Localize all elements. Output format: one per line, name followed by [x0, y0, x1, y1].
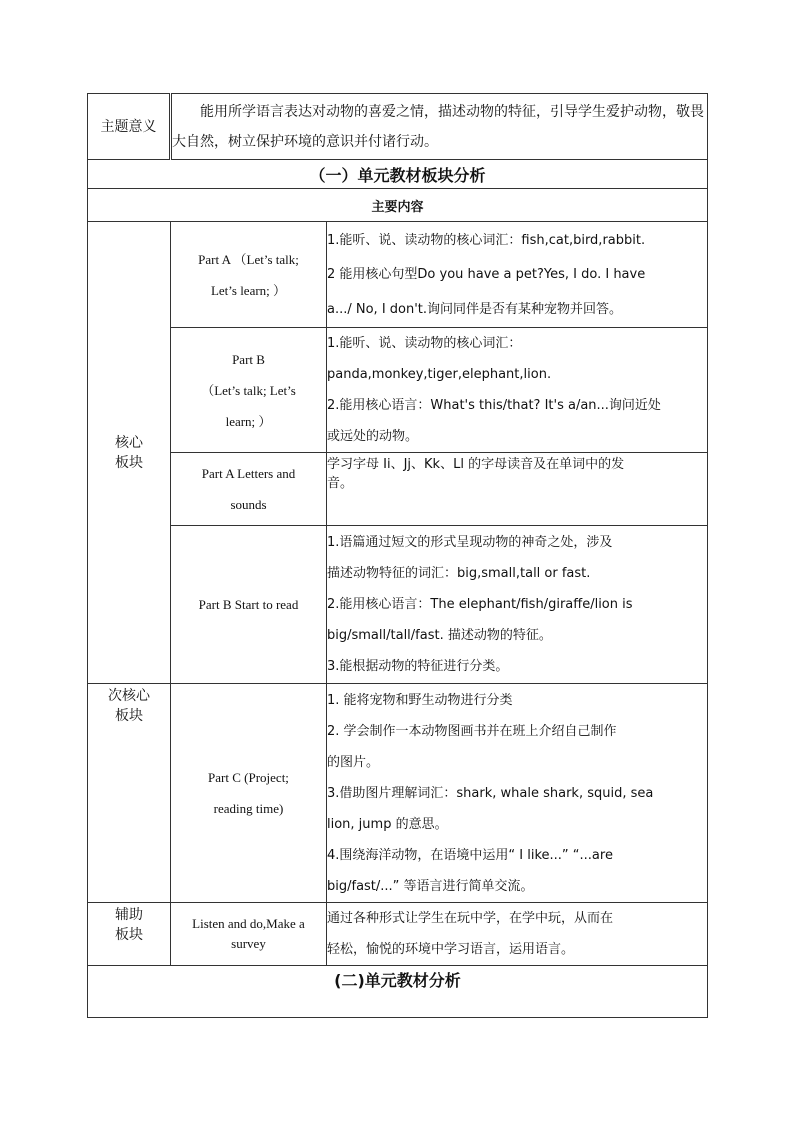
theme-row [88, 94, 708, 160]
content-line: 2 能用核心句型Do you have a pet?Yes, I do. I have [327, 266, 646, 282]
content-line: 1. 能将宠物和野生动物进行分类 [327, 692, 513, 708]
core-label [88, 222, 171, 684]
content-line: 描述动物特征的词汇：big,small,tall or fast. [327, 566, 591, 581]
part-a-content [327, 222, 708, 328]
start-to-read-content [327, 526, 708, 684]
core-label-line1: 核心 [115, 434, 143, 451]
content-line: 1.能听、说、读动物的核心词汇：fish,cat,bird,rabbit. [327, 232, 646, 248]
theme-text: 能用所学语言表达对动物的喜爱之情，描述动物的特征，引导学生爱护动物，敬畏大自然，树立保护环境的意识并付诸行动。 [171, 94, 708, 160]
core-row-3 [88, 453, 708, 526]
section2-row [88, 966, 708, 1018]
part-a-talk-learn [171, 222, 327, 328]
part-b-start-to-read [171, 526, 327, 684]
part-label-line: learn; ） [225, 413, 272, 429]
core-row-4 [88, 526, 708, 684]
auxiliary-row [88, 903, 708, 966]
content-line: 3.借助图片理解词汇：shark, whale shark, squid, sea [327, 785, 654, 801]
auxiliary-label [88, 903, 171, 966]
auxiliary-label-line1: 辅助 [115, 907, 143, 923]
part-label-line: Part A Letters and [201, 466, 296, 481]
content-line: 音。 [327, 476, 354, 491]
part-c-content [327, 684, 708, 903]
part-a-letters-sounds [171, 453, 327, 526]
content-line: panda,monkey,tiger,elephant,lion. [327, 367, 552, 382]
secondary-label [88, 684, 171, 903]
theme-label: 主题意义 [88, 94, 171, 160]
content-line: 或远处的动物。 [327, 429, 419, 444]
part-label-line: Part B Start to read [198, 597, 299, 612]
section1-title-row [88, 160, 708, 189]
part-label-line: Part B [232, 351, 265, 367]
content-line: 的图片。 [327, 754, 380, 770]
content-line: 学习字母 Ii、Jj、Kk、Ll 的字母读音及在单词中的发 [327, 457, 625, 472]
content-line: 2.能用核心语言：The elephant/fish/giraffe/lion is [327, 597, 633, 612]
part-label-line: sounds [230, 497, 267, 512]
content-line: 轻松，愉悦的环境中学习语言，运用语言。 [327, 942, 575, 957]
part-label-line: survey [231, 936, 266, 951]
secondary-row [88, 684, 708, 903]
part-label-line: Let’s learn; ） [210, 282, 287, 298]
part-b-content [327, 328, 708, 453]
section2-title: (二)单元教材分析 [88, 966, 708, 1018]
part-b-talk-learn [171, 328, 327, 453]
part-label-line: Part C (Project; [208, 770, 289, 785]
secondary-label-line1: 次核心 [108, 688, 150, 704]
auxiliary-label-line2: 板块 [115, 927, 143, 943]
part-label-line: Listen and do,Make a [192, 916, 305, 931]
main-content-title-row [88, 189, 708, 222]
part-label-line: Part A （Let’s talk; [198, 251, 299, 267]
letters-content [327, 453, 708, 526]
content-line: 1.能听、说、读动物的核心词汇： [327, 336, 522, 351]
main-content-title: 主要内容 [88, 189, 708, 222]
auxiliary-content [327, 903, 708, 966]
content-line: big/small/tall/fast. 描述动物的特征。 [327, 628, 552, 643]
content-line: 1.语篇通过短文的形式呈现动物的神奇之处，涉及 [327, 535, 613, 550]
content-line: 2.能用核心语言：What's this/that? It's a/an...询问近处 [327, 398, 661, 413]
content-line: 4.围绕海洋动物，在语境中运用“ I like...” “...are [327, 847, 613, 863]
part-label-line: （Let’s talk; Let’s [201, 382, 296, 398]
unit-analysis-table [87, 93, 708, 1018]
content-line: 2. 学会制作一本动物图画书并在班上介绍自己制作 [327, 723, 617, 739]
part-label-line: reading time) [213, 801, 284, 816]
secondary-label-line2: 板块 [115, 708, 143, 724]
content-line: a.../ No, I don't.询问同伴是否有某种宠物并回答。 [327, 301, 623, 317]
core-row-2 [88, 328, 708, 453]
section1-title: （一）单元教材板块分析 [88, 160, 708, 189]
content-line: 通过各种形式让学生在玩中学，在学中玩，从而在 [327, 911, 614, 926]
content-line: 3.能根据动物的特征进行分类。 [327, 659, 509, 674]
listen-and-do [171, 903, 327, 966]
core-label-line2: 板块 [115, 454, 143, 471]
content-line: big/fast/...” 等语言进行简单交流。 [327, 878, 534, 894]
core-row-1 [88, 222, 708, 328]
content-line: lion, jump 的意思。 [327, 816, 448, 832]
part-c-project [171, 684, 327, 903]
